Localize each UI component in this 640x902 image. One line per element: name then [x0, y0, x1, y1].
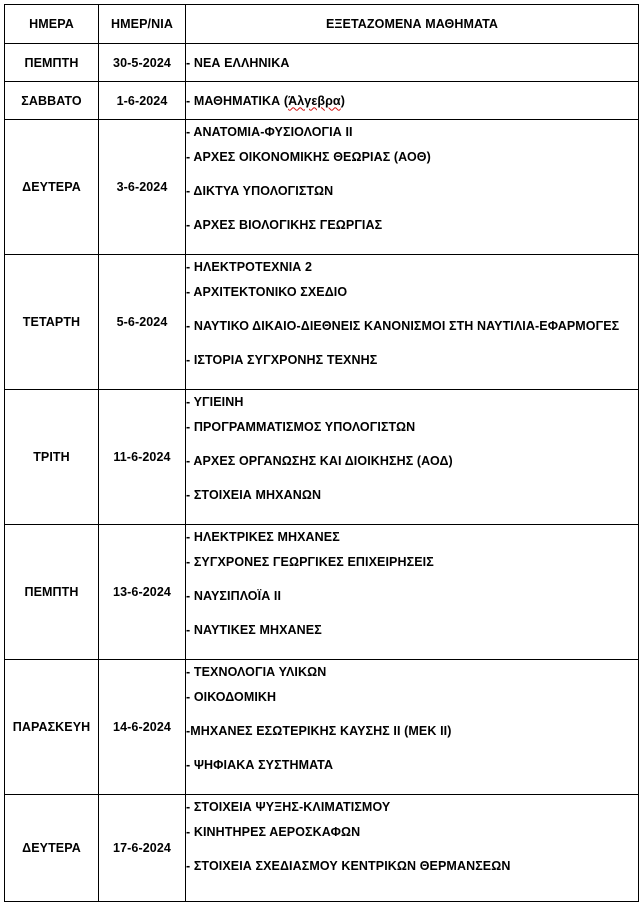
table-row [5, 120, 639, 255]
day-cell: ΠΑΡΑΣΚΕΥΗ [5, 660, 99, 795]
subjects-cell [186, 120, 639, 255]
day-cell: ΔΕΥΤΕΡΑ [5, 120, 99, 255]
subjects-cell [186, 390, 639, 525]
day-cell: ΠΕΜΠΤΗ [5, 525, 99, 660]
table-row [5, 390, 639, 525]
subject-item: - ΝΑΥΤΙΚΟ ΔΙΚΑΙΟ-ΔΙΕΘΝΕΙΣ ΚΑΝΟΝΙΣΜΟΙ ΣΤΗ ΝΑΥΤΙΛΙΑ-ΕΦΑΡΜΟΓΕΣ [186, 319, 620, 333]
table-row [5, 795, 639, 902]
subjects-cell [186, 82, 639, 120]
date-cell: 30-5-2024 [99, 44, 186, 82]
table-row [5, 660, 639, 795]
subject-item: - ΝΑΥΣΙΠΛΟΪΑ ΙΙ [186, 589, 282, 603]
subject-item: - ΠΡΟΓΡΑΜΜΑΤΙΣΜΟΣ ΥΠΟΛΟΓΙΣΤΩΝ [186, 420, 416, 434]
subject-item: - ΣΤΟΙΧΕΙΑ ΨΥΞΗΣ-ΚΛΙΜΑΤΙΣΜΟΥ [186, 800, 391, 814]
day-cell: ΤΕΤΑΡΤΗ [5, 255, 99, 390]
subject-item: - ΑΡΧΕΣ ΒΙΟΛΟΓΙΚΗΣ ΓΕΩΡΓΙΑΣ [186, 218, 383, 232]
subject-item: - ΑΝΑΤΟΜΙΑ-ΦΥΣΙΟΛΟΓΙΑ ΙΙ [186, 125, 353, 139]
subject-item: - ΝΕΑ ΕΛΛΗΝΙΚΑ [186, 55, 290, 70]
subject-item: - ΚΙΝΗΤΗΡΕΣ ΑΕΡΟΣΚΑΦΩΝ [186, 825, 361, 839]
exam-schedule-table [4, 4, 639, 902]
table-row [5, 255, 639, 390]
date-cell: 14-6-2024 [99, 660, 186, 795]
subject-item: - ΝΑΥΤΙΚΕΣ ΜΗΧΑΝΕΣ [186, 623, 322, 637]
subject-item: - ΣΤΟΙΧΕΙΑ ΜΗΧΑΝΩΝ [186, 488, 322, 502]
subject-item: - ΨΗΦΙΑΚΑ ΣΥΣΤΗΜΑΤΑ [186, 758, 334, 772]
subject-item: - ΑΡΧΕΣ ΟΡΓΑΝΩΣΗΣ ΚΑΙ ΔΙΟΙΚΗΣΗΣ (ΑΟΔ) [186, 454, 453, 468]
subject-item: - ΗΛΕΚΤΡΙΚΕΣ ΜΗΧΑΝΕΣ [186, 530, 340, 544]
subjects-cell [186, 660, 639, 795]
header-row [5, 5, 639, 44]
subject-item: - ΤΕΧΝΟΛΟΓΙΑ ΥΛΙΚΩΝ [186, 665, 327, 679]
date-cell: 3-6-2024 [99, 120, 186, 255]
table-row [5, 44, 639, 82]
day-cell: ΔΕΥΤΕΡΑ [5, 795, 99, 902]
subject-item: -ΜΗΧΑΝΕΣ ΕΣΩΤΕΡΙΚΗΣ ΚΑΥΣΗΣ ΙΙ (ΜΕΚ ΙΙ) [186, 724, 452, 738]
day-cell: ΠΕΜΠΤΗ [5, 44, 99, 82]
date-cell: 17-6-2024 [99, 795, 186, 902]
spellcheck-marked-word: Άλγεβρα [288, 93, 341, 108]
subject-item [186, 91, 638, 111]
subject-item: - ΣΤΟΙΧΕΙΑ ΣΧΕΔΙΑΣΜΟΥ ΚΕΝΤΡΙΚΩΝ ΘΕΡΜΑΝΣΕΩΝ [186, 859, 511, 873]
subject-item: - ΑΡΧΕΣ ΟΙΚΟΝΟΜΙΚΗΣ ΘΕΩΡΙΑΣ (ΑΟΘ) [186, 150, 431, 164]
day-cell: ΣΑΒΒΑΤΟ [5, 82, 99, 120]
subject-item: - ΔΙΚΤΥΑ ΥΠΟΛΟΓΙΣΤΩΝ [186, 184, 334, 198]
table-row [5, 525, 639, 660]
subject-suffix: ) [340, 93, 345, 108]
header-day: ΗΜΕΡΑ [5, 5, 99, 44]
date-cell: 1-6-2024 [99, 82, 186, 120]
subjects-cell [186, 255, 639, 390]
header-date: ΗΜΕΡ/ΝΙΑ [99, 5, 186, 44]
subjects-cell [186, 525, 639, 660]
header-subjects: ΕΞΕΤΑΖΟΜΕΝΑ ΜΑΘΗΜΑΤΑ [186, 5, 639, 44]
subject-item: - ΑΡΧΙΤΕΚΤΟΝΙΚΟ ΣΧΕΔΙΟ [186, 285, 348, 299]
subject-item: - ΙΣΤΟΡΙΑ ΣΥΓΧΡΟΝΗΣ ΤΕΧΝΗΣ [186, 353, 378, 367]
table-row [5, 82, 639, 120]
date-cell: 11-6-2024 [99, 390, 186, 525]
subject-item: - ΣΥΓΧΡΟΝΕΣ ΓΕΩΡΓΙΚΕΣ ΕΠΙΧΕΙΡΗΣΕΙΣ [186, 555, 434, 569]
subjects-cell [186, 44, 639, 82]
date-cell: 13-6-2024 [99, 525, 186, 660]
subjects-cell [186, 795, 639, 902]
subject-item: - ΗΛΕΚΤΡΟΤΕΧΝΙΑ 2 [186, 260, 313, 274]
subject-item: - ΥΓΙΕΙΝΗ [186, 395, 244, 409]
day-cell: ΤΡΙΤΗ [5, 390, 99, 525]
subject-prefix: - ΜΑΘΗΜΑΤΙΚΑ ( [186, 93, 289, 108]
date-cell: 5-6-2024 [99, 255, 186, 390]
subject-item: - ΟΙΚΟΔΟΜΙΚΗ [186, 690, 277, 704]
